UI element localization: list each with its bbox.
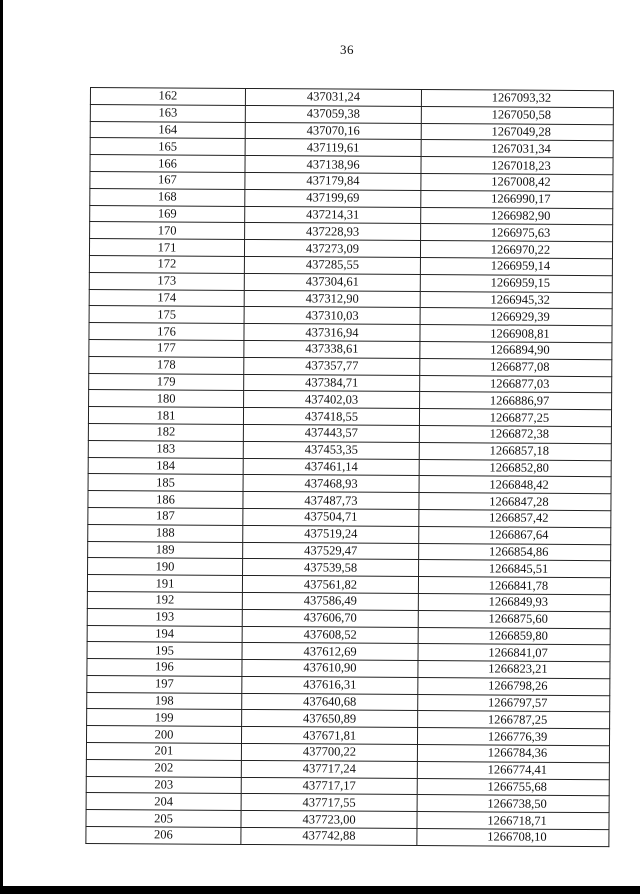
point-number-cell: 205 <box>86 810 241 828</box>
point-number-cell: 204 <box>86 793 241 811</box>
x-coordinate-cell: 437606,70 <box>242 609 418 627</box>
x-coordinate-cell: 437504,71 <box>243 508 419 526</box>
y-coordinate-cell: 1266708,10 <box>417 829 609 847</box>
point-number-cell: 202 <box>86 759 241 777</box>
x-coordinate-cell: 437214,31 <box>245 206 421 224</box>
y-coordinate-cell: 1266857,42 <box>419 509 611 527</box>
point-number-cell: 174 <box>89 289 244 307</box>
point-number-cell: 180 <box>89 390 244 408</box>
page-number: 36 <box>340 42 354 57</box>
point-number-cell: 185 <box>88 474 243 492</box>
x-coordinate-cell: 437640,68 <box>242 693 418 711</box>
y-coordinate-cell: 1266929,39 <box>420 308 612 326</box>
x-coordinate-cell: 437608,52 <box>242 626 418 644</box>
x-coordinate-cell: 437228,93 <box>245 223 421 241</box>
y-coordinate-cell: 1266959,14 <box>420 257 612 275</box>
y-coordinate-cell: 1266787,25 <box>418 711 610 729</box>
y-coordinate-cell: 1266847,28 <box>419 493 611 511</box>
point-number-cell: 203 <box>86 776 241 794</box>
y-coordinate-cell: 1266970,22 <box>420 241 612 259</box>
y-coordinate-cell: 1266841,07 <box>418 644 610 662</box>
x-coordinate-cell: 437059,38 <box>245 105 421 123</box>
x-coordinate-cell: 437461,14 <box>243 458 419 476</box>
point-number-cell: 189 <box>88 541 243 559</box>
y-coordinate-cell: 1266908,81 <box>420 325 612 343</box>
point-number-cell: 191 <box>87 575 242 593</box>
point-number-cell: 192 <box>87 591 242 609</box>
x-coordinate-cell: 437717,55 <box>241 794 417 812</box>
x-coordinate-cell: 437312,90 <box>244 290 420 308</box>
point-number-cell: 168 <box>90 188 245 206</box>
point-number-cell: 166 <box>90 155 245 173</box>
point-number-cell: 197 <box>87 675 242 693</box>
point-number-cell: 177 <box>89 339 244 357</box>
x-coordinate-cell: 437357,77 <box>244 357 420 375</box>
y-coordinate-cell: 1266867,64 <box>419 526 611 544</box>
x-coordinate-cell: 437529,47 <box>243 542 419 560</box>
point-number-cell: 186 <box>88 491 243 509</box>
x-coordinate-cell: 437273,09 <box>244 240 420 258</box>
x-coordinate-cell: 437384,71 <box>244 374 420 392</box>
point-number-cell: 171 <box>89 239 244 257</box>
point-number-cell: 178 <box>89 356 244 374</box>
y-coordinate-cell: 1266945,32 <box>420 291 612 309</box>
x-coordinate-cell: 437070,16 <box>245 122 421 140</box>
point-number-cell: 172 <box>89 255 244 273</box>
x-coordinate-cell: 437310,03 <box>244 307 420 325</box>
y-coordinate-cell: 1266886,97 <box>420 392 612 410</box>
point-number-cell: 163 <box>90 104 245 122</box>
x-coordinate-cell: 437487,73 <box>243 492 419 510</box>
x-coordinate-cell: 437402,03 <box>244 391 420 409</box>
x-coordinate-cell: 437119,61 <box>245 139 421 157</box>
scan-edge-bottom <box>0 886 640 894</box>
y-coordinate-cell: 1267018,23 <box>421 157 613 175</box>
y-coordinate-cell: 1266877,03 <box>420 375 612 393</box>
y-coordinate-cell: 1266841,78 <box>418 577 610 595</box>
x-coordinate-cell: 437519,24 <box>243 525 419 543</box>
point-number-cell: 170 <box>90 222 245 240</box>
x-coordinate-cell: 437586,49 <box>242 592 418 610</box>
x-coordinate-cell: 437650,89 <box>242 710 418 728</box>
y-coordinate-cell: 1266857,18 <box>419 442 611 460</box>
y-coordinate-cell: 1266982,90 <box>421 207 613 225</box>
point-number-cell: 173 <box>89 272 244 290</box>
y-coordinate-cell: 1266990,17 <box>421 190 613 208</box>
point-number-cell: 200 <box>86 726 241 744</box>
x-coordinate-cell: 437031,24 <box>245 88 421 106</box>
y-coordinate-cell: 1266877,08 <box>420 358 612 376</box>
x-coordinate-cell: 437285,55 <box>244 256 420 274</box>
y-coordinate-cell: 1266738,50 <box>417 795 609 813</box>
x-coordinate-cell: 437179,84 <box>245 172 421 190</box>
y-coordinate-cell: 1266859,80 <box>418 627 610 645</box>
point-number-cell: 193 <box>87 608 242 626</box>
x-coordinate-cell: 437616,31 <box>242 676 418 694</box>
point-number-cell: 179 <box>89 373 244 391</box>
y-coordinate-cell: 1267008,42 <box>421 174 613 192</box>
y-coordinate-cell: 1266849,93 <box>418 593 610 611</box>
point-number-cell: 181 <box>88 407 243 425</box>
point-number-cell: 187 <box>88 507 243 525</box>
point-number-cell: 182 <box>88 423 243 441</box>
y-coordinate-cell: 1266975,63 <box>421 224 613 242</box>
y-coordinate-cell: 1267050,58 <box>421 106 613 124</box>
x-coordinate-cell: 437199,69 <box>245 189 421 207</box>
x-coordinate-cell: 437338,61 <box>244 340 420 358</box>
point-number-cell: 194 <box>87 625 242 643</box>
y-coordinate-cell: 1266854,86 <box>419 543 611 561</box>
point-number-cell: 184 <box>88 457 243 475</box>
coordinates-table <box>85 87 614 847</box>
x-coordinate-cell: 437700,22 <box>241 744 417 762</box>
point-number-cell: 176 <box>89 323 244 341</box>
y-coordinate-cell: 1266877,25 <box>419 409 611 427</box>
table-row <box>86 827 609 847</box>
point-number-cell: 169 <box>90 205 245 223</box>
x-coordinate-cell: 437723,00 <box>241 811 417 829</box>
scan-edge-left <box>0 0 3 894</box>
y-coordinate-cell: 1266776,39 <box>417 728 609 746</box>
y-coordinate-cell: 1266797,57 <box>418 694 610 712</box>
x-coordinate-cell: 437671,81 <box>241 727 417 745</box>
x-coordinate-cell: 437418,55 <box>243 408 419 426</box>
point-number-cell: 162 <box>90 88 245 106</box>
x-coordinate-cell: 437316,94 <box>244 324 420 342</box>
point-number-cell: 164 <box>90 121 245 139</box>
y-coordinate-cell: 1266755,68 <box>417 778 609 796</box>
point-number-cell: 206 <box>86 827 241 845</box>
point-number-cell: 183 <box>88 440 243 458</box>
point-number-cell: 188 <box>88 524 243 542</box>
y-coordinate-cell: 1267093,32 <box>421 90 613 108</box>
x-coordinate-cell: 437539,58 <box>243 559 419 577</box>
x-coordinate-cell: 437612,69 <box>242 643 418 661</box>
y-coordinate-cell: 1266852,80 <box>419 459 611 477</box>
y-coordinate-cell: 1266848,42 <box>419 476 611 494</box>
x-coordinate-cell: 437610,90 <box>242 660 418 678</box>
x-coordinate-cell: 437468,93 <box>243 475 419 493</box>
point-number-cell: 167 <box>90 171 245 189</box>
y-coordinate-cell: 1266875,60 <box>418 610 610 628</box>
x-coordinate-cell: 437717,17 <box>241 777 417 795</box>
x-coordinate-cell: 437742,88 <box>241 827 417 845</box>
point-number-cell: 195 <box>87 642 242 660</box>
y-coordinate-cell: 1266845,51 <box>419 560 611 578</box>
y-coordinate-cell: 1266959,15 <box>420 274 612 292</box>
x-coordinate-cell: 437717,24 <box>241 760 417 778</box>
x-coordinate-cell: 437453,35 <box>243 441 419 459</box>
y-coordinate-cell: 1266784,36 <box>417 745 609 763</box>
point-number-cell: 201 <box>86 743 241 761</box>
x-coordinate-cell: 437561,82 <box>242 576 418 594</box>
point-number-cell: 196 <box>87 659 242 677</box>
point-number-cell: 198 <box>87 692 242 710</box>
y-coordinate-cell: 1266774,41 <box>417 761 609 779</box>
y-coordinate-cell: 1266872,38 <box>419 425 611 443</box>
point-number-cell: 175 <box>89 306 244 324</box>
point-number-cell: 199 <box>87 709 242 727</box>
x-coordinate-cell: 437138,96 <box>245 156 421 174</box>
y-coordinate-cell: 1266718,71 <box>417 812 609 830</box>
x-coordinate-cell: 437443,57 <box>243 424 419 442</box>
y-coordinate-cell: 1266823,21 <box>418 661 610 679</box>
coordinates-table-body <box>86 88 614 847</box>
y-coordinate-cell: 1266798,26 <box>418 677 610 695</box>
y-coordinate-cell: 1267049,28 <box>421 123 613 141</box>
x-coordinate-cell: 437304,61 <box>244 273 420 291</box>
coordinates-table-wrapper <box>85 87 602 847</box>
point-number-cell: 190 <box>88 558 243 576</box>
point-number-cell: 165 <box>90 138 245 156</box>
y-coordinate-cell: 1266894,90 <box>420 341 612 359</box>
y-coordinate-cell: 1267031,34 <box>421 140 613 158</box>
